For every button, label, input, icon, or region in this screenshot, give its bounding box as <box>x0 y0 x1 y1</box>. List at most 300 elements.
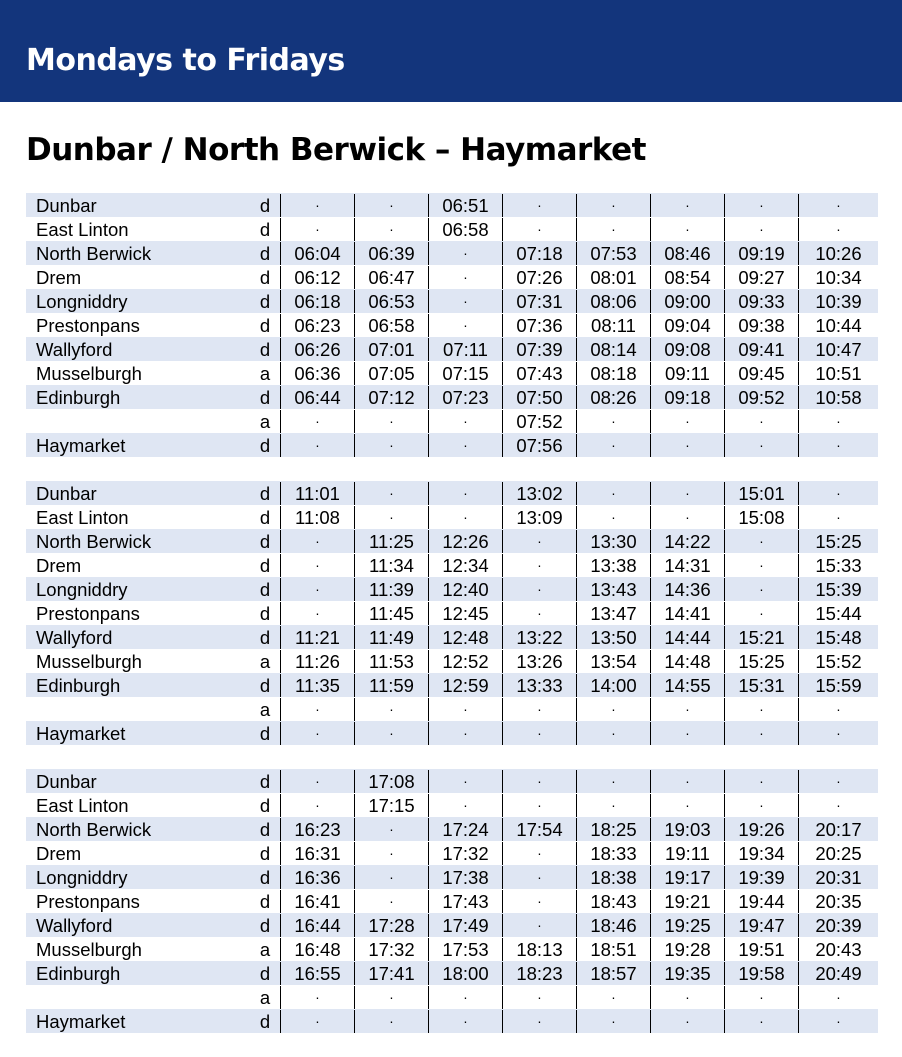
table-row <box>26 553 878 577</box>
time-cell: 19:25 <box>651 914 725 937</box>
time-cell: · <box>577 434 651 457</box>
time-cell: · <box>651 1010 725 1033</box>
time-cell: · <box>355 194 429 217</box>
table-row <box>26 769 878 793</box>
time-cell: · <box>429 434 503 457</box>
time-cell: 12:59 <box>429 674 503 697</box>
time-cell: 08:46 <box>651 242 725 265</box>
timetable-block <box>26 481 878 745</box>
time-cell: · <box>281 770 355 793</box>
time-cell: · <box>355 482 429 505</box>
time-cell: · <box>503 890 577 913</box>
time-cell: 09:04 <box>651 314 725 337</box>
station-name: Haymarket <box>36 435 126 456</box>
time-cell: · <box>503 578 577 601</box>
time-cell: · <box>355 1010 429 1033</box>
time-cell: · <box>503 794 577 817</box>
time-cell: · <box>651 722 725 745</box>
time-cell: 07:18 <box>503 242 577 265</box>
time-cell: 06:39 <box>355 242 429 265</box>
time-cell: 09:27 <box>725 266 799 289</box>
time-cell: 09:38 <box>725 314 799 337</box>
time-cell: 17:38 <box>429 866 503 889</box>
arrive-depart-flag: a <box>250 650 281 673</box>
time-cell: 19:58 <box>725 962 799 985</box>
route-title: Dunbar / North Berwick – Haymarket <box>26 132 646 168</box>
time-cell: 07:15 <box>429 362 503 385</box>
time-cell: 11:08 <box>281 506 355 529</box>
table-row <box>26 841 878 865</box>
time-cell: 18:23 <box>503 962 577 985</box>
station-name <box>36 410 246 433</box>
table-row <box>26 985 878 1009</box>
table-row <box>26 361 878 385</box>
time-cell: · <box>503 554 577 577</box>
arrive-depart-flag: a <box>250 938 281 961</box>
time-cell: 07:01 <box>355 338 429 361</box>
station-name: Edinburgh <box>36 963 121 984</box>
time-cell: 06:47 <box>355 266 429 289</box>
time-cell: 19:47 <box>725 914 799 937</box>
time-cell: · <box>355 722 429 745</box>
station-name: North Berwick <box>36 243 152 264</box>
time-cell: · <box>429 266 503 289</box>
time-cell: 06:53 <box>355 290 429 313</box>
time-cell: 07:36 <box>503 314 577 337</box>
time-cell: · <box>281 794 355 817</box>
time-cell: 18:00 <box>429 962 503 985</box>
time-cell: · <box>836 797 841 813</box>
time-cell: 17:41 <box>355 962 429 985</box>
station-name <box>36 698 246 721</box>
time-cell: 10:47 <box>815 339 862 360</box>
time-cell: 08:26 <box>577 386 651 409</box>
arrive-depart-flag: a <box>250 410 281 433</box>
time-cell: 10:44 <box>815 315 862 336</box>
time-cell: · <box>577 194 651 217</box>
time-cell: · <box>836 701 841 717</box>
time-cell: 08:18 <box>577 362 651 385</box>
time-cell: · <box>725 434 799 457</box>
time-cell: 13:30 <box>577 530 651 553</box>
time-cell: · <box>725 578 799 601</box>
time-cell: 11:39 <box>355 578 429 601</box>
arrive-depart-flag: d <box>250 722 281 745</box>
time-cell: 07:52 <box>503 410 577 433</box>
time-cell: · <box>836 725 841 741</box>
time-cell: 12:40 <box>429 578 503 601</box>
arrive-depart-flag: d <box>250 506 281 529</box>
time-cell: 16:44 <box>281 914 355 937</box>
station-name: Musselburgh <box>36 939 142 960</box>
station-name: North Berwick <box>36 531 152 552</box>
time-cell: 19:39 <box>725 866 799 889</box>
time-cell: 17:43 <box>429 890 503 913</box>
time-cell: · <box>355 410 429 433</box>
time-cell: · <box>281 722 355 745</box>
time-cell: 06:12 <box>281 266 355 289</box>
time-cell: 16:36 <box>281 866 355 889</box>
time-cell: · <box>836 1013 841 1029</box>
time-cell: 18:57 <box>577 962 651 985</box>
time-cell: 14:41 <box>651 602 725 625</box>
time-cell: 18:46 <box>577 914 651 937</box>
table-row <box>26 337 878 361</box>
time-cell: 20:25 <box>815 843 862 864</box>
time-cell: 07:23 <box>429 386 503 409</box>
time-cell: · <box>503 866 577 889</box>
time-cell: 17:15 <box>355 794 429 817</box>
time-cell: · <box>355 986 429 1009</box>
time-cell: · <box>725 794 799 817</box>
time-cell: · <box>429 794 503 817</box>
time-cell: · <box>281 554 355 577</box>
time-cell: 11:25 <box>355 530 429 553</box>
time-cell: 09:11 <box>651 362 725 385</box>
time-cell: 15:21 <box>725 626 799 649</box>
time-cell: 07:50 <box>503 386 577 409</box>
time-cell: 15:31 <box>725 674 799 697</box>
time-cell: · <box>503 698 577 721</box>
table-row <box>26 601 878 625</box>
time-cell: · <box>503 218 577 241</box>
time-cell: 08:01 <box>577 266 651 289</box>
time-cell: 06:23 <box>281 314 355 337</box>
timetable-block <box>26 769 878 1033</box>
time-cell: 12:26 <box>429 530 503 553</box>
time-cell: · <box>429 410 503 433</box>
time-cell: · <box>577 698 651 721</box>
time-cell: · <box>281 986 355 1009</box>
time-cell: · <box>577 1010 651 1033</box>
time-cell: · <box>725 698 799 721</box>
time-cell: 07:12 <box>355 386 429 409</box>
time-cell: · <box>836 437 841 453</box>
time-cell: · <box>429 698 503 721</box>
time-cell: · <box>355 434 429 457</box>
time-cell: 09:45 <box>725 362 799 385</box>
time-cell: · <box>429 482 503 505</box>
table-row <box>26 409 878 433</box>
time-cell: · <box>503 722 577 745</box>
time-cell: 18:25 <box>577 818 651 841</box>
time-cell: 13:43 <box>577 578 651 601</box>
time-cell: 13:22 <box>503 626 577 649</box>
time-cell: 18:51 <box>577 938 651 961</box>
table-row <box>26 241 878 265</box>
time-cell: · <box>725 194 799 217</box>
time-cell: 15:59 <box>815 675 862 696</box>
table-row <box>26 817 878 841</box>
time-cell: 13:54 <box>577 650 651 673</box>
time-cell: · <box>577 410 651 433</box>
time-cell: · <box>577 986 651 1009</box>
time-cell: 11:35 <box>281 674 355 697</box>
arrive-depart-flag: d <box>250 818 281 841</box>
time-cell: 20:31 <box>815 867 862 888</box>
time-cell: 10:34 <box>815 267 862 288</box>
time-cell: · <box>651 986 725 1009</box>
arrive-depart-flag: d <box>250 554 281 577</box>
time-cell: 18:33 <box>577 842 651 865</box>
table-row <box>26 889 878 913</box>
table-row <box>26 577 878 601</box>
time-cell: 10:51 <box>815 363 862 384</box>
time-cell: 15:48 <box>815 627 862 648</box>
time-cell: · <box>651 410 725 433</box>
time-cell: 07:43 <box>503 362 577 385</box>
arrive-depart-flag: d <box>250 578 281 601</box>
time-cell: 19:34 <box>725 842 799 865</box>
time-cell: · <box>725 410 799 433</box>
table-row <box>26 937 878 961</box>
time-cell: · <box>651 698 725 721</box>
station-name: Dunbar <box>36 483 97 504</box>
time-cell: 13:47 <box>577 602 651 625</box>
table-row <box>26 529 878 553</box>
table-row <box>26 313 878 337</box>
time-cell: 16:48 <box>281 938 355 961</box>
table-row <box>26 649 878 673</box>
time-cell: · <box>577 218 651 241</box>
time-cell: · <box>503 914 577 937</box>
time-cell: 12:52 <box>429 650 503 673</box>
time-cell: 07:31 <box>503 290 577 313</box>
arrive-depart-flag: d <box>250 266 281 289</box>
time-cell: · <box>577 794 651 817</box>
station-name: East Linton <box>36 219 129 240</box>
time-cell: · <box>725 218 799 241</box>
time-cell: 06:44 <box>281 386 355 409</box>
table-row <box>26 265 878 289</box>
time-cell: 20:49 <box>815 963 862 984</box>
station-name: Haymarket <box>36 1011 126 1032</box>
arrive-depart-flag: d <box>250 842 281 865</box>
station-name: Prestonpans <box>36 603 140 624</box>
time-cell: 09:41 <box>725 338 799 361</box>
station-name: Wallyford <box>36 627 113 648</box>
time-cell: · <box>429 986 503 1009</box>
header-bar <box>0 0 902 102</box>
time-cell: · <box>429 242 503 265</box>
time-cell: 15:25 <box>815 531 862 552</box>
timetable <box>26 193 878 1057</box>
time-cell: · <box>355 866 429 889</box>
time-cell: 19:17 <box>651 866 725 889</box>
table-row <box>26 697 878 721</box>
time-cell: 14:22 <box>651 530 725 553</box>
time-cell: · <box>503 1010 577 1033</box>
time-cell: 13:26 <box>503 650 577 673</box>
arrive-depart-flag: a <box>250 698 281 721</box>
time-cell: 09:52 <box>725 386 799 409</box>
time-cell: 15:52 <box>815 651 862 672</box>
time-cell: 15:39 <box>815 579 862 600</box>
time-cell: 08:06 <box>577 290 651 313</box>
table-row <box>26 721 878 745</box>
table-row <box>26 793 878 817</box>
time-cell: 17:32 <box>355 938 429 961</box>
time-cell: 11:53 <box>355 650 429 673</box>
time-cell: 13:02 <box>503 482 577 505</box>
station-name: Drem <box>36 843 82 864</box>
time-cell: 19:21 <box>651 890 725 913</box>
time-cell: · <box>429 314 503 337</box>
time-cell: 11:21 <box>281 626 355 649</box>
time-cell: 06:04 <box>281 242 355 265</box>
time-cell: 07:53 <box>577 242 651 265</box>
time-cell: 17:08 <box>355 770 429 793</box>
station-name: East Linton <box>36 507 129 528</box>
time-cell: · <box>725 986 799 1009</box>
arrive-depart-flag: d <box>250 482 281 505</box>
time-cell: 19:51 <box>725 938 799 961</box>
time-cell: 20:39 <box>815 915 862 936</box>
time-cell: 18:38 <box>577 866 651 889</box>
time-cell: · <box>429 506 503 529</box>
station-name: Edinburgh <box>36 387 121 408</box>
time-cell: · <box>281 698 355 721</box>
time-cell: 17:24 <box>429 818 503 841</box>
arrive-depart-flag: d <box>250 890 281 913</box>
time-cell: 11:59 <box>355 674 429 697</box>
time-cell: 19:26 <box>725 818 799 841</box>
page-title: Mondays to Fridays <box>26 43 345 78</box>
time-cell: · <box>503 842 577 865</box>
time-cell: 11:49 <box>355 626 429 649</box>
time-cell: 07:05 <box>355 362 429 385</box>
table-row <box>26 481 878 505</box>
station-name: Edinburgh <box>36 675 121 696</box>
time-cell: 19:03 <box>651 818 725 841</box>
arrive-depart-flag: d <box>250 530 281 553</box>
table-row <box>26 505 878 529</box>
time-cell: · <box>281 218 355 241</box>
timetable-block <box>26 193 878 457</box>
time-cell: 06:26 <box>281 338 355 361</box>
time-cell: 17:28 <box>355 914 429 937</box>
time-cell: · <box>577 770 651 793</box>
time-cell: · <box>281 434 355 457</box>
time-cell: · <box>429 770 503 793</box>
table-row <box>26 865 878 889</box>
arrive-depart-flag: d <box>250 218 281 241</box>
time-cell: 11:34 <box>355 554 429 577</box>
time-cell: · <box>725 554 799 577</box>
time-cell: · <box>577 506 651 529</box>
time-cell: · <box>577 722 651 745</box>
arrive-depart-flag: d <box>250 338 281 361</box>
table-row <box>26 289 878 313</box>
time-cell: 20:17 <box>815 819 862 840</box>
time-cell: · <box>725 722 799 745</box>
time-cell: 06:58 <box>355 314 429 337</box>
time-cell: 08:54 <box>651 266 725 289</box>
time-cell: · <box>725 530 799 553</box>
time-cell: 15:33 <box>815 555 862 576</box>
time-cell: · <box>355 890 429 913</box>
arrive-depart-flag: d <box>250 314 281 337</box>
time-cell: · <box>355 698 429 721</box>
time-cell: · <box>836 221 841 237</box>
station-name: East Linton <box>36 795 129 816</box>
time-cell: · <box>651 482 725 505</box>
table-row <box>26 385 878 409</box>
time-cell: · <box>725 1010 799 1033</box>
time-cell: 17:53 <box>429 938 503 961</box>
arrive-depart-flag: d <box>250 1010 281 1033</box>
time-cell: 15:25 <box>725 650 799 673</box>
time-cell: · <box>503 602 577 625</box>
time-cell: 13:38 <box>577 554 651 577</box>
time-cell: 06:18 <box>281 290 355 313</box>
time-cell: 13:33 <box>503 674 577 697</box>
time-cell: · <box>836 413 841 429</box>
time-cell: 12:48 <box>429 626 503 649</box>
station-name: Longniddry <box>36 291 128 312</box>
time-cell: · <box>651 194 725 217</box>
time-cell: 14:36 <box>651 578 725 601</box>
time-cell: · <box>651 506 725 529</box>
table-row <box>26 433 878 457</box>
time-cell: 07:11 <box>429 338 503 361</box>
time-cell: · <box>725 770 799 793</box>
time-cell: 14:31 <box>651 554 725 577</box>
table-row <box>26 673 878 697</box>
time-cell: 09:08 <box>651 338 725 361</box>
arrive-depart-flag: a <box>250 986 281 1009</box>
time-cell: · <box>281 578 355 601</box>
time-cell: 10:39 <box>815 291 862 312</box>
table-row <box>26 961 878 985</box>
time-cell: 11:45 <box>355 602 429 625</box>
table-row <box>26 217 878 241</box>
time-cell: · <box>355 506 429 529</box>
time-cell: · <box>429 1010 503 1033</box>
station-name: Haymarket <box>36 723 126 744</box>
time-cell: 12:45 <box>429 602 503 625</box>
time-cell: 13:50 <box>577 626 651 649</box>
time-cell: 18:43 <box>577 890 651 913</box>
table-row <box>26 913 878 937</box>
time-cell: 17:54 <box>503 818 577 841</box>
station-name: Musselburgh <box>36 363 142 384</box>
station-name: Prestonpans <box>36 891 140 912</box>
time-cell: · <box>836 989 841 1005</box>
time-cell: 14:44 <box>651 626 725 649</box>
time-cell: · <box>836 485 841 501</box>
station-name: Musselburgh <box>36 651 142 672</box>
time-cell: 07:26 <box>503 266 577 289</box>
time-cell: · <box>281 530 355 553</box>
time-cell: 17:49 <box>429 914 503 937</box>
station-name: North Berwick <box>36 819 152 840</box>
time-cell: · <box>355 842 429 865</box>
time-cell: 15:01 <box>725 482 799 505</box>
time-cell: 08:11 <box>577 314 651 337</box>
station-name: Longniddry <box>36 579 128 600</box>
time-cell: · <box>651 218 725 241</box>
time-cell: 19:35 <box>651 962 725 985</box>
time-cell: 16:41 <box>281 890 355 913</box>
arrive-depart-flag: a <box>250 362 281 385</box>
time-cell: 10:58 <box>815 387 862 408</box>
time-cell: 17:32 <box>429 842 503 865</box>
station-name <box>36 986 246 1009</box>
station-name: Prestonpans <box>36 315 140 336</box>
time-cell: 19:28 <box>651 938 725 961</box>
time-cell: 10:26 <box>815 243 862 264</box>
